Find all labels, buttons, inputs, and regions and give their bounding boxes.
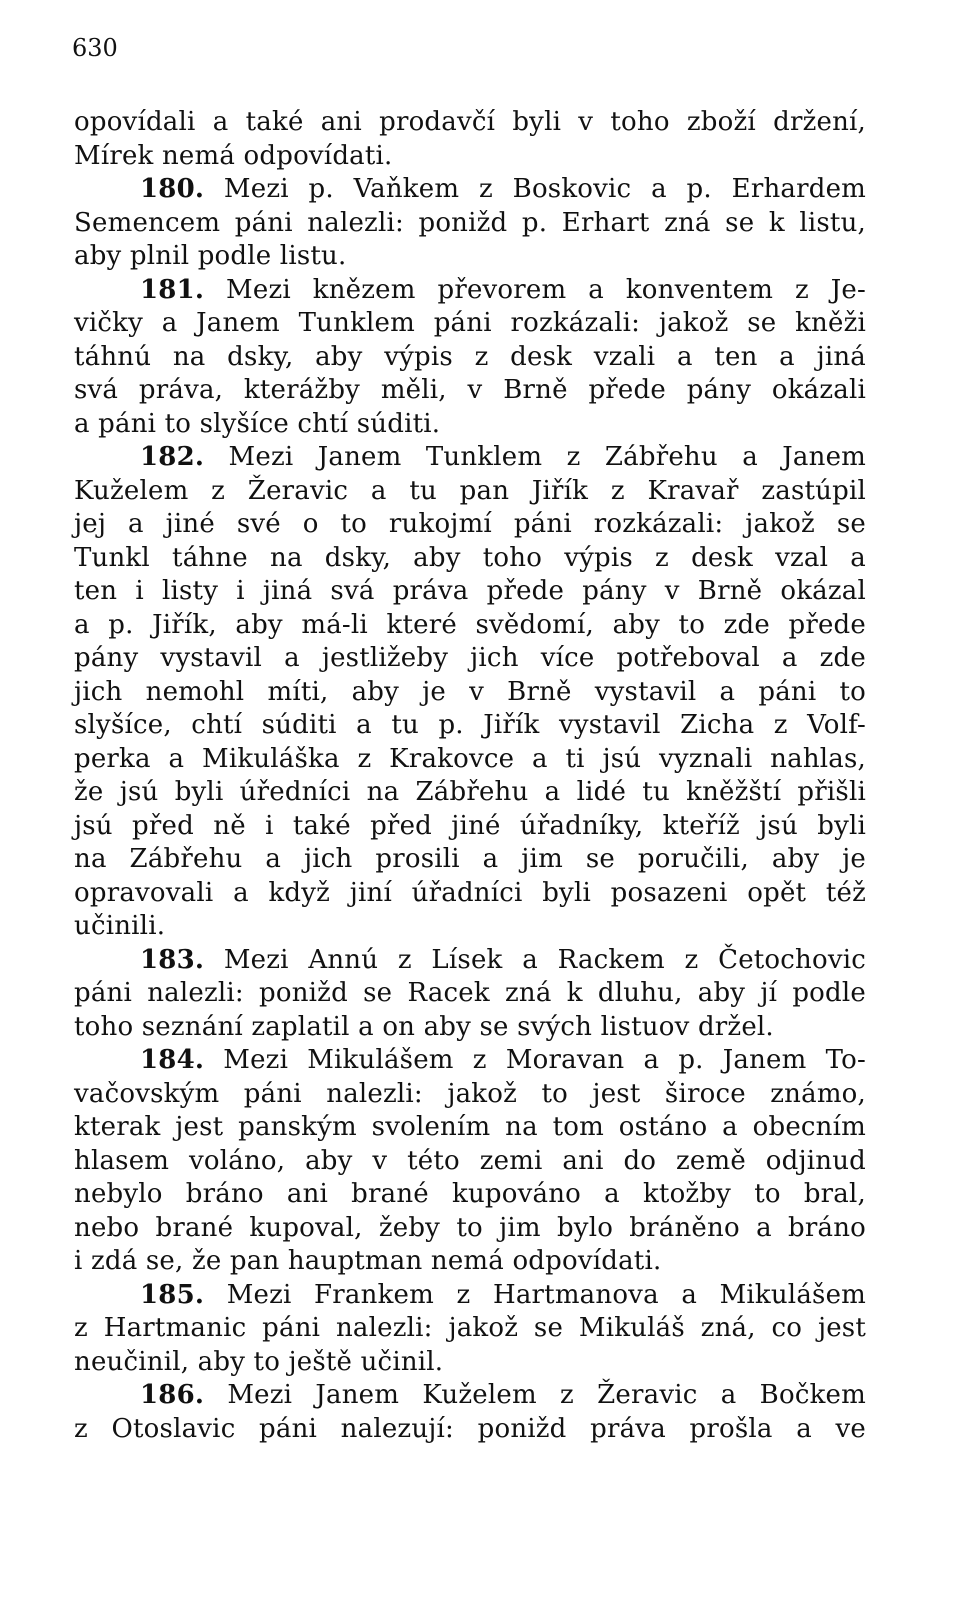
- line-text: Mezi p. Vaňkem z Boskovic a p. Erhardem: [223, 174, 867, 204]
- text-line: [74, 207, 866, 241]
- line-text: nebo brané kupoval, žeby to jim bylo bráněno a bráno: [74, 1212, 866, 1243]
- text-line: [74, 642, 866, 676]
- line-text: aby plnil podle listu.: [74, 241, 347, 271]
- text-line: [74, 944, 866, 978]
- text-line: [74, 106, 866, 140]
- line-text: Mírek nemá odpovídati.: [74, 140, 393, 171]
- text-line: [74, 274, 866, 308]
- text-line: [74, 910, 866, 944]
- section-number: 185.: [140, 1279, 205, 1310]
- text-line: [74, 1279, 866, 1313]
- line-text: opovídali a také ani prodavčí byli v toho zboží držení,: [74, 107, 866, 137]
- text-line: [74, 1312, 866, 1346]
- text-line: [74, 1145, 866, 1179]
- text-line: [74, 1011, 866, 1045]
- section-number: 183.: [140, 944, 205, 975]
- line-text: z Hartmanic páni nalezli: jakož se Mikuláš zná, co jest: [74, 1313, 866, 1343]
- line-text: a p. Jiřík, aby má-li které svědomí, aby to zde přede: [74, 609, 866, 640]
- line-text: ten i listy i jiná svá práva přede pány v Brně okázal: [74, 576, 866, 606]
- line-text: neučinil, aby to ještě učinil.: [74, 1346, 444, 1377]
- text-line: [74, 341, 866, 375]
- line-text: jich nemohl míti, aby je v Brně vystavil a páni to: [74, 676, 866, 707]
- line-text: i zdá se, že pan hauptman nemá odpovídati.: [74, 1246, 662, 1276]
- text-line: [74, 1346, 866, 1380]
- line-text: kterak jest panským svolením na tom ostáno a obecním: [74, 1112, 866, 1142]
- line-text: Mezi Mikulášem z Moravan a p. Janem To-: [223, 1045, 866, 1075]
- text-line: [74, 776, 866, 810]
- text-line: [74, 1178, 866, 1212]
- text-body: [74, 106, 866, 1446]
- text-line: [74, 307, 866, 341]
- text-line: [74, 1078, 866, 1112]
- line-text: Kuželem z Žeravic a tu pan Jiřík z Kravař zastúpil: [74, 475, 866, 506]
- line-text: jsú před ně i také před jiné úřadníky, kteříž jsú byli: [74, 810, 866, 841]
- text-line: [74, 1111, 866, 1145]
- text-line: [74, 609, 866, 643]
- line-text: vičky a Janem Tunklem páni rozkázali: jakož se kněži: [74, 308, 866, 338]
- line-text: Mezi Frankem z Hartmanova a Mikulášem: [226, 1279, 867, 1310]
- text-line: [74, 374, 866, 408]
- text-line: [74, 977, 866, 1011]
- text-line: [74, 1212, 866, 1246]
- line-text: Mezi Janem Kuželem z Žeravic a Bočkem: [227, 1380, 866, 1410]
- section-number: 186.: [140, 1380, 205, 1410]
- line-text: hlasem voláno, aby v této zemi ani do země odjinud: [74, 1145, 866, 1176]
- text-line: [74, 441, 866, 475]
- section-number: 181.: [140, 274, 205, 305]
- line-text: táhnú na dsky, aby výpis z desk vzali a ten a jiná: [74, 341, 866, 372]
- line-text: vačovským páni nalezli: jakož to jest široce známo,: [74, 1078, 866, 1109]
- line-text: perka a Mikuláška z Krakovce a ti jsú vyznali nahlas,: [74, 743, 866, 774]
- text-line: [74, 709, 866, 743]
- line-text: a páni to slyšíce chtí súditi.: [74, 408, 441, 439]
- line-text: nebylo bráno ani brané kupováno a ktožby to bral,: [74, 1179, 866, 1209]
- text-line: [74, 408, 866, 442]
- text-line: [74, 810, 866, 844]
- text-line: [74, 140, 866, 174]
- line-text: svá práva, kterážby měli, v Brně přede pány okázali: [74, 375, 866, 405]
- text-line: [74, 508, 866, 542]
- line-text: učinili.: [74, 911, 166, 941]
- line-text: opravovali a když jiní úřadníci byli posazeni opět též: [74, 877, 866, 908]
- line-text: z Otoslavic páni nalezují: ponižd práva prošla a ve: [74, 1413, 866, 1444]
- line-text: Mezi Annú z Lísek a Rackem z Četochovic: [223, 944, 867, 975]
- section-number: 182.: [140, 442, 205, 472]
- line-text: páni nalezli: ponižd se Racek zná k dluhu, aby jí podle: [74, 978, 866, 1008]
- text-line: [74, 575, 866, 609]
- line-text: jej a jiné své o to rukojmí páni rozkázali: jakož se: [74, 509, 866, 539]
- text-line: [74, 743, 866, 777]
- line-text: Semencem páni nalezli: ponižd p. Erhart zná se k listu,: [74, 207, 866, 238]
- line-text: na Zábřehu a jich prosili a jim se poručili, aby je: [74, 844, 866, 874]
- line-text: Mezi knězem převorem a konventem z Je-: [226, 274, 866, 305]
- text-line: [74, 1245, 866, 1279]
- page-number: 630: [72, 34, 118, 62]
- text-line: [74, 676, 866, 710]
- text-line: [74, 542, 866, 576]
- line-text: Mezi Janem Tunklem z Zábřehu a Janem: [228, 442, 867, 472]
- section-number: 180.: [140, 174, 205, 204]
- text-line: [74, 240, 866, 274]
- line-text: Tunkl táhne na dsky, aby toho výpis z desk vzal a: [74, 542, 866, 573]
- text-line: [74, 1379, 866, 1413]
- text-line: [74, 843, 866, 877]
- text-line: [74, 877, 866, 911]
- line-text: slyšíce, chtí súditi a tu p. Jiřík vystavil Zicha z Volf-: [74, 710, 866, 740]
- line-text: toho seznání zaplatil a on aby se svých listuov držel.: [74, 1011, 774, 1042]
- text-line: [74, 1413, 866, 1447]
- text-line: [74, 475, 866, 509]
- section-number: 184.: [140, 1045, 205, 1075]
- text-line: [74, 1044, 866, 1078]
- text-line: [74, 173, 866, 207]
- line-text: že jsú byli úředníci na Zábřehu a lidé tu kněžští přišli: [74, 777, 866, 807]
- line-text: pány vystavil a jestližeby jich více potřeboval a zde: [74, 643, 866, 673]
